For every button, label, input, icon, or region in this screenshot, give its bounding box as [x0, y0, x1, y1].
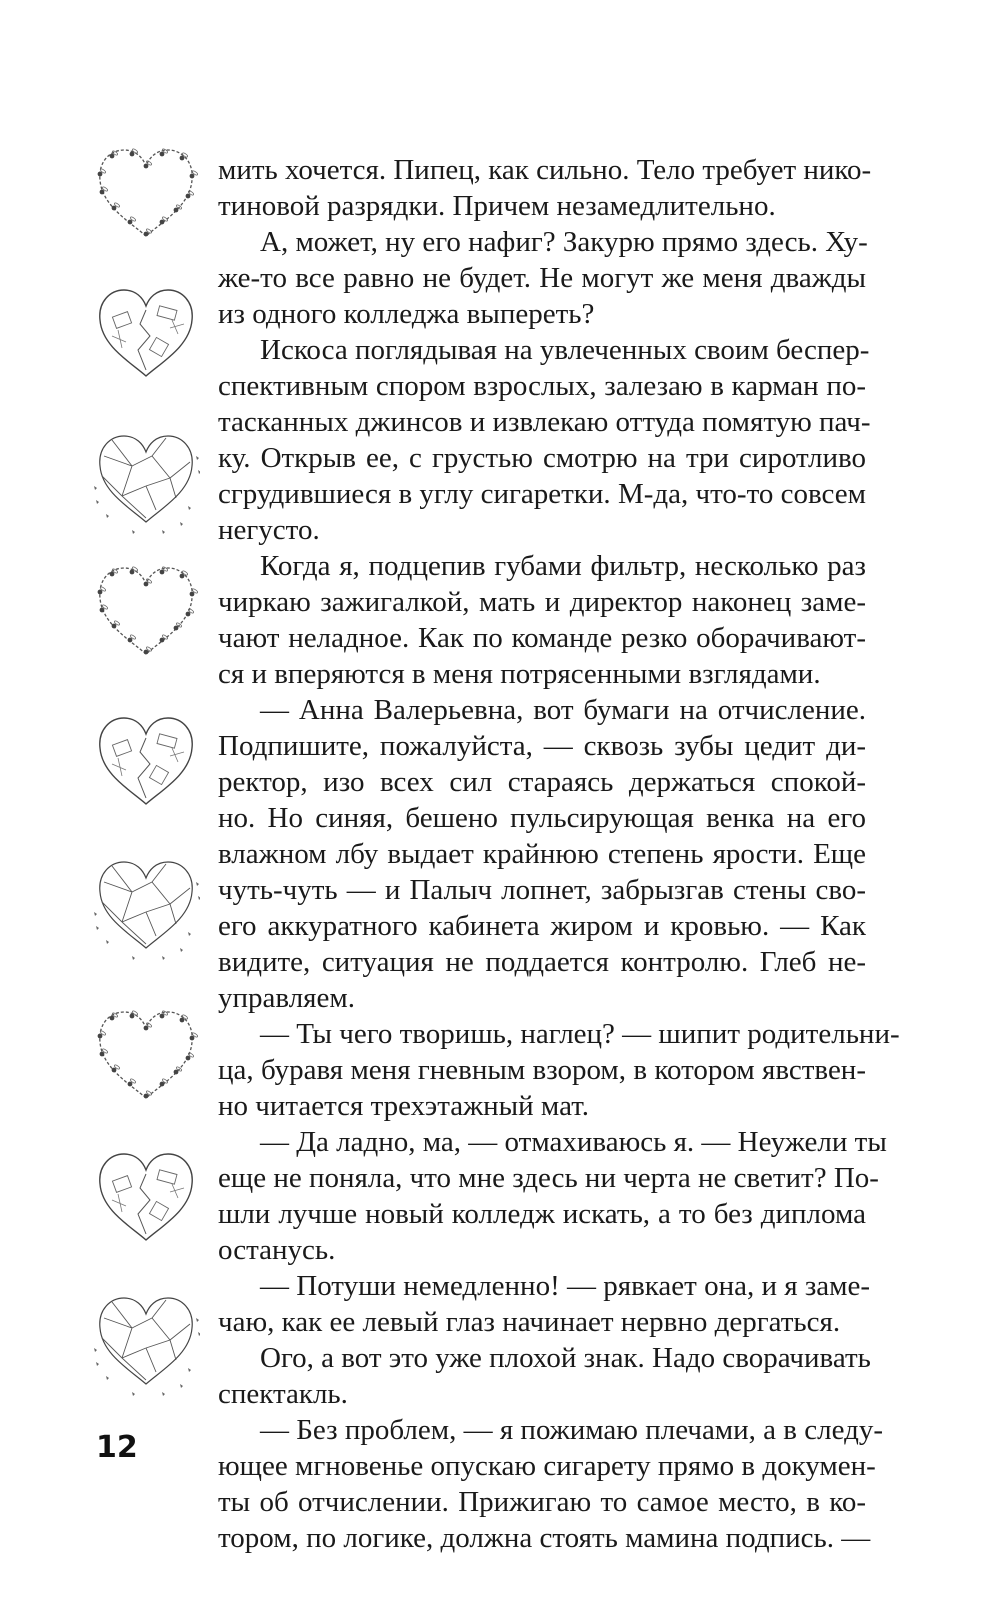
- floral-wreath-heart-icon: [92, 1002, 200, 1110]
- floral-wreath-heart-icon: [92, 558, 200, 666]
- page-number: 12: [96, 1430, 138, 1465]
- text-line: — Без проблем, — я пожимаю плечами, а в следу-: [260, 1414, 883, 1446]
- text-line: останусь.: [218, 1234, 336, 1266]
- text-line: ректор, изо всех сил стараясь держаться спокой-: [218, 766, 866, 798]
- text-line: но читается трехэтажный мат.: [218, 1090, 589, 1122]
- text-line: Когда я, подцепив губами фильтр, несколько раз: [260, 550, 866, 582]
- text-line: Подпишите, пожалуйста, — сквозь зубы цедит ди-: [218, 730, 866, 762]
- shattered-heart-icon: [92, 1288, 200, 1396]
- patched-heart-icon: [92, 280, 200, 388]
- text-line: мить хочется. Пипец, как сильно. Тело требует нико-: [218, 154, 872, 186]
- text-line: но. Но синяя, бешено пульсирующая венка на его: [218, 802, 866, 834]
- text-line: — Анна Валерьевна, вот бумаги на отчисление.: [260, 694, 866, 726]
- text-line: влажном лбу выдает крайнюю степень ярости. Еще: [218, 838, 866, 870]
- text-line: видите, ситуация не поддается контролю. Глеб не-: [218, 946, 866, 978]
- text-line: — Да ладно, ма, — отмахиваюсь я. — Неужели ты: [260, 1126, 887, 1158]
- text-line: спективным спором взрослых, залезаю в карман по-: [218, 370, 866, 402]
- text-line: — Ты чего творишь, наглец? — шипит родительни-: [260, 1018, 900, 1050]
- text-line: ты об отчислении. Прижигаю то самое место, в ко-: [218, 1486, 866, 1518]
- text-line: Искоса поглядывая на увлеченных своим беспер-: [260, 334, 870, 366]
- patched-heart-icon: [92, 708, 200, 816]
- shattered-heart-icon: [92, 852, 200, 960]
- text-line: тиновой разрядки. Причем незамедлительно.: [218, 190, 776, 222]
- text-line: Ого, а вот это уже плохой знак. Надо сворачивать: [260, 1342, 871, 1374]
- text-line: чиркаю зажигалкой, мать и директор наконец заме-: [218, 586, 866, 618]
- text-line: ца, буравя меня гневным взором, в котором явствен-: [218, 1054, 866, 1086]
- text-line: из одного колледжа выпереть?: [218, 298, 595, 330]
- text-line: чают неладное. Как по команде резко оборачивают-: [218, 622, 866, 654]
- text-line: ся и вперяются в меня потрясенными взглядами.: [218, 658, 821, 690]
- text-line: ющее мгновенье опускаю сигарету прямо в докумен-: [218, 1450, 876, 1482]
- text-line: его аккуратного кабинета жиром и кровью. — Как: [218, 910, 866, 942]
- text-line: спектакль.: [218, 1378, 348, 1410]
- text-line: же-то все равно не будет. Не могут же меня дважды: [218, 262, 866, 294]
- text-line: чаю, как ее левый глаз начинает нервно дергаться.: [218, 1306, 841, 1338]
- text-line: чуть-чуть — и Палыч лопнет, забрызгав стены сво-: [218, 874, 866, 906]
- shattered-heart-icon: [92, 426, 200, 534]
- floral-wreath-heart-icon: [92, 140, 200, 248]
- text-line: — Потуши немедленно! — рявкает она, и я заме-: [260, 1270, 871, 1302]
- text-line: еще не поняла, что мне здесь ни черта не светит? По-: [218, 1162, 879, 1194]
- text-line: шли лучше новый колледж искать, а то без диплома: [218, 1198, 866, 1230]
- text-line: тором, по логике, должна стоять мамина подпись. —: [218, 1522, 871, 1554]
- body-text: [218, 152, 900, 1556]
- text-line: управляем.: [218, 982, 355, 1014]
- margin-decoration-column: [92, 140, 204, 1480]
- text-line: ку. Открыв ее, с грустью смотрю на три сиротливо: [218, 442, 866, 474]
- text-line: А, может, ну его нафиг? Закурю прямо здесь. Ху-: [260, 226, 868, 258]
- text-line: негусто.: [218, 514, 320, 546]
- text-line: тасканных джинсов и извлекаю оттуда помятую пач-: [218, 406, 871, 438]
- text-line: сгрудившиеся в углу сигаретки. М-да, что-то совсем: [218, 478, 866, 510]
- patched-heart-icon: [92, 1144, 200, 1252]
